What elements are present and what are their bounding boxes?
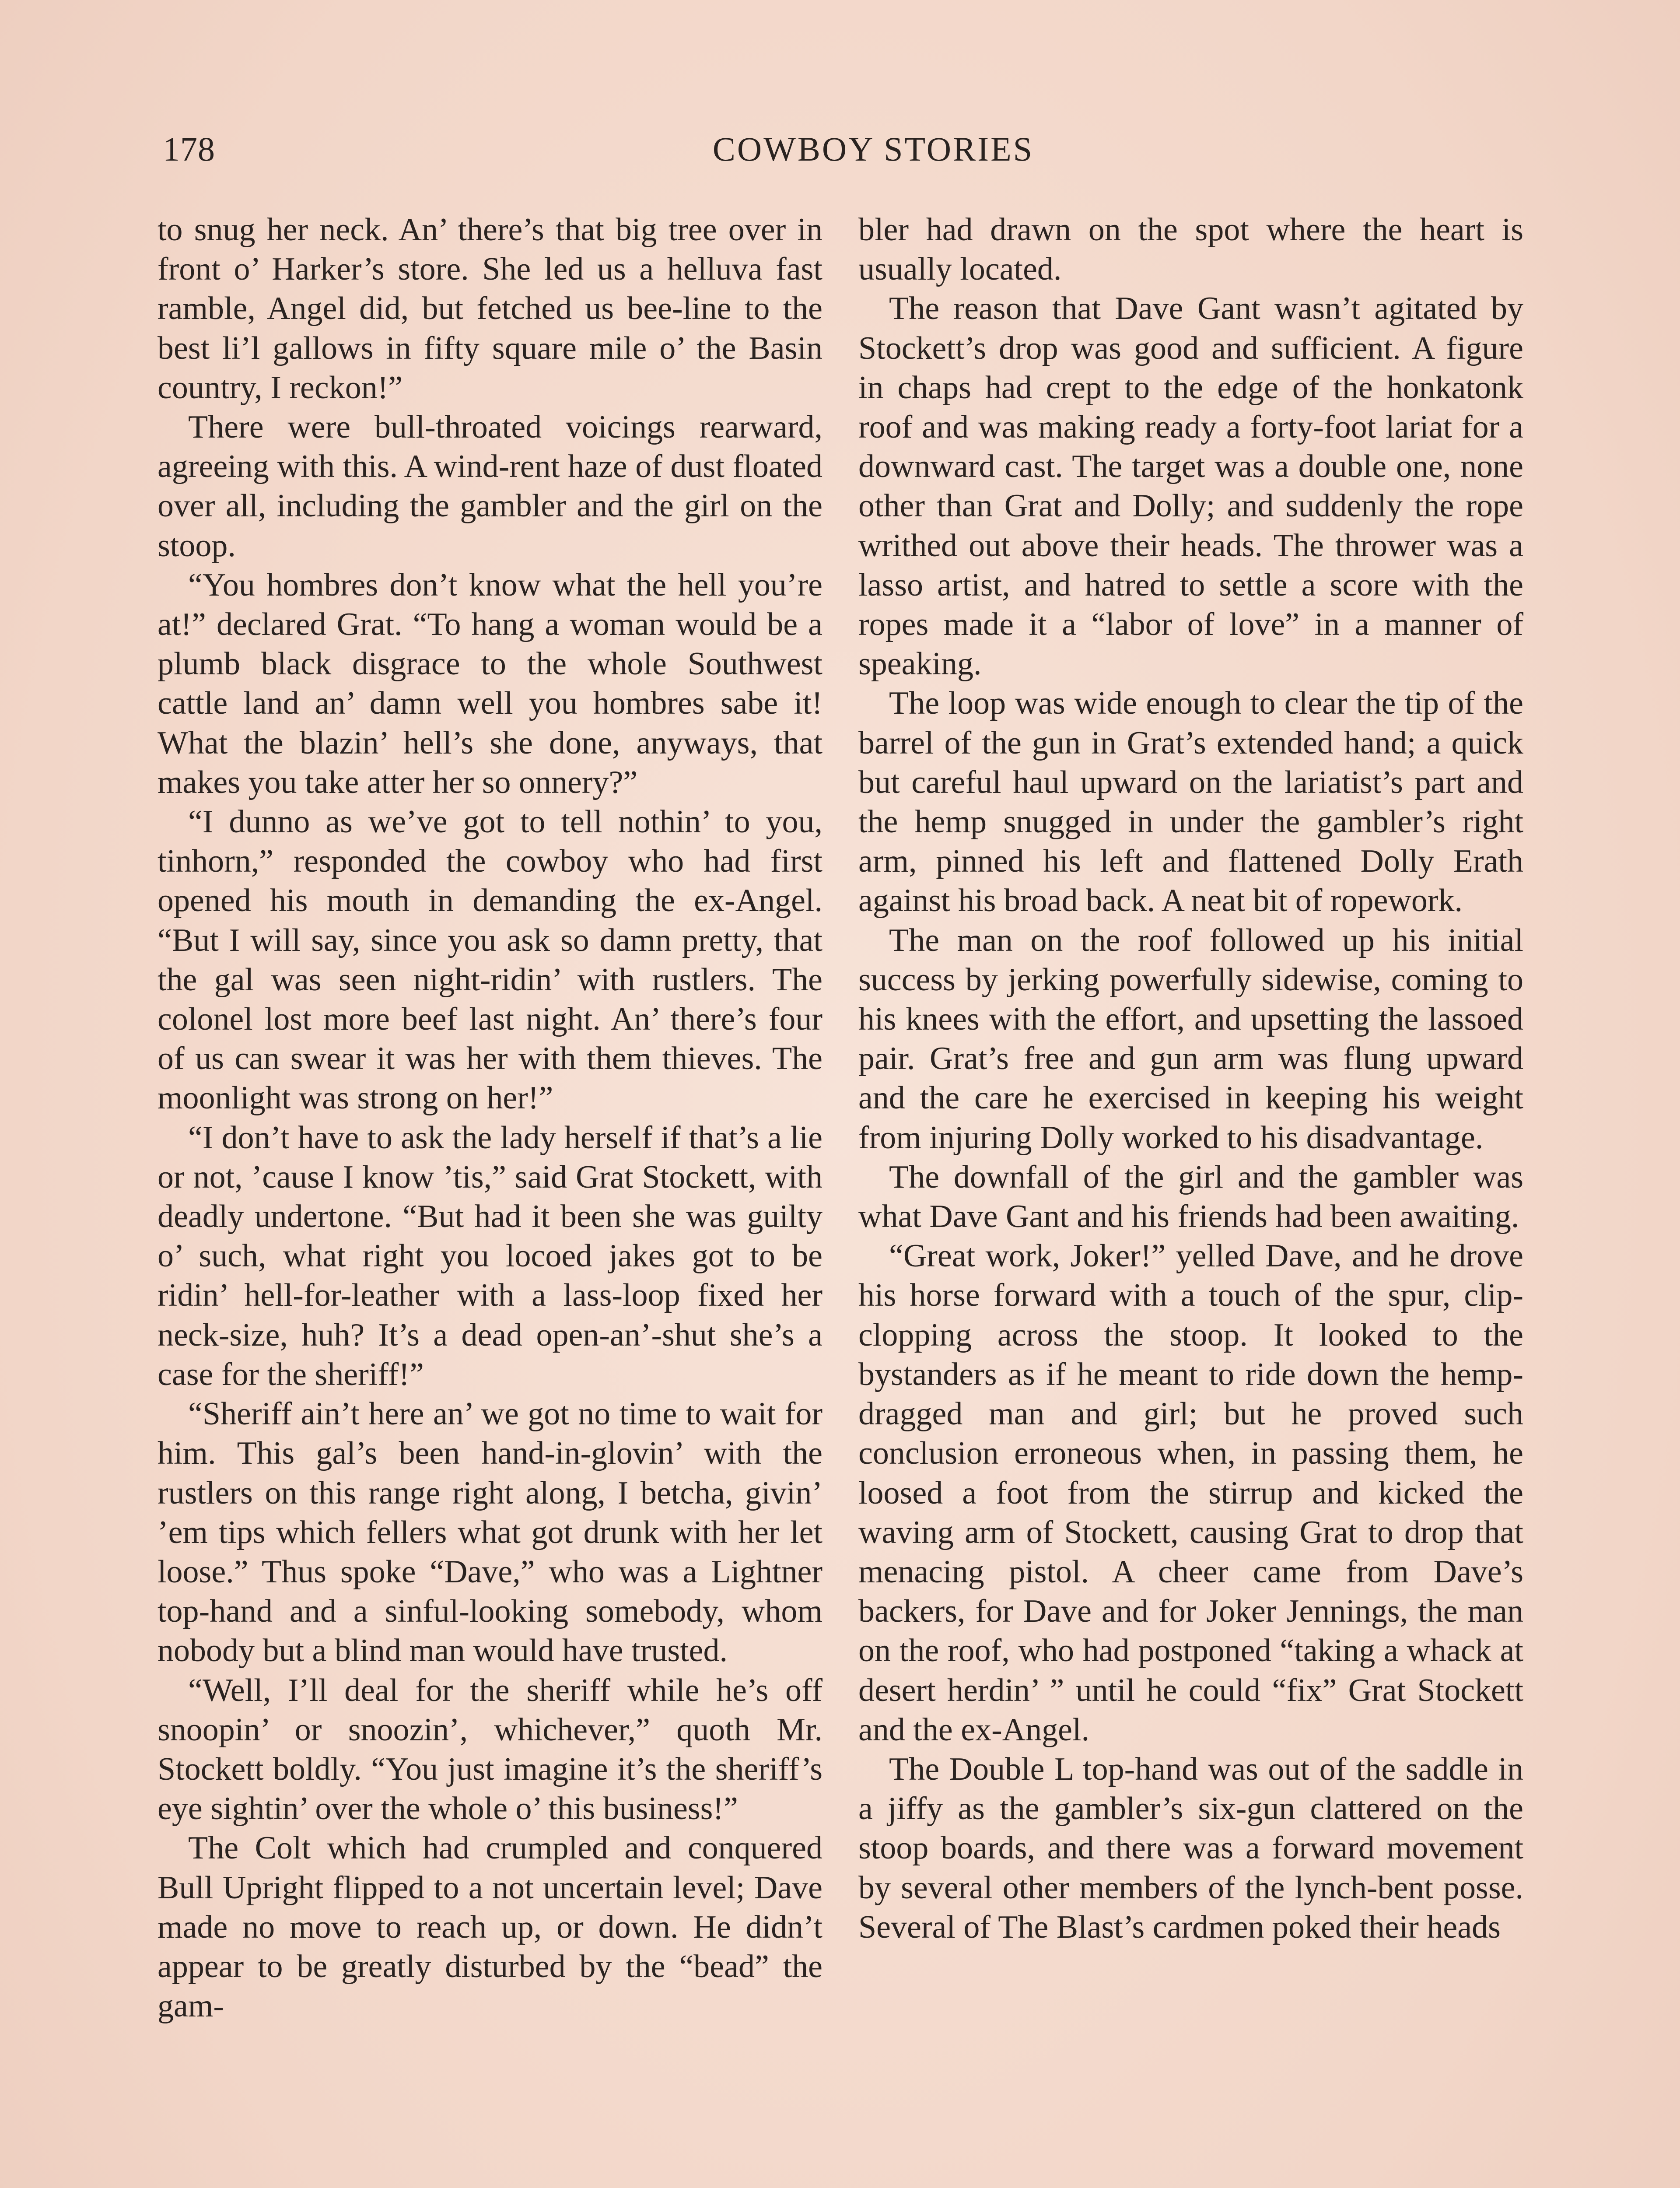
paragraph: “Well, I’ll deal for the sheriff while he’s off snoopin’ or snoozin’, whichever,” quoth Mr. Stockett boldly. “You just imagine it’s the sheriff’s eye sightin’ over the whole o’ this business!”: [158, 1672, 822, 1827]
paragraph: The loop was wide enough to clear the tip of the barrel of the gun in Grat’s extended hand; a quick but careful haul upward on the lariatist’s part and the hemp snugged in under the gambler’s right arm, pinned his left and flattened Dolly Erath against his broad back. A neat bit of ropework.: [858, 685, 1523, 919]
paragraph: “I don’t have to ask the lady herself if that’s a lie or not, ’cause I know ’tis,” said Grat Stockett, with deadly undertone. “But had it been she was guilty o’ such, what right you locoed jakes got to be ridin’ hell-for-leather with a lass-loop fixed her neck-size, huh? It’s a dead open-an’-shut she’s a case for the sheriff!”: [158, 1119, 822, 1392]
paragraph: The man on the roof followed up his initial success by jerking powerfully sidewise, coming to his knees with the effort, and upsetting the lassoed pair. Grat’s free and gun arm was flung upward and the care he exercised in keeping his weight from injuring Dolly worked to his disadvantage.: [858, 922, 1523, 1156]
paragraph: “Great work, Joker!” yelled Dave, and he drove his horse forward with a touch of the spur, clip-clopping across the stoop. It looked to the bystanders as if he meant to ride down the hemp-dragged man and girl; but he proved such conclusion erroneous when, in passing them, he loosed a foot from the stirrup and kicked the waving arm of Stockett, causing Grat to drop that menacing pistol. A cheer came from Dave’s backers, for Dave and for Joker Jennings, the man on the roof, who had postponed “taking a whack at desert herdin’ ” until he could “fix” Grat Stockett and the ex-Angel.: [858, 1238, 1523, 1748]
paragraph: The reason that Dave Gant wasn’t agitated by Stockett’s drop was good and sufficient. A figure in chaps had crept to the edge of the honkatonk roof and was making ready a forty-foot lariat for a downward cast. The target was a double one, none other than Grat and Dolly; and suddenly the rope writhed out above their heads. The thrower was a lasso artist, and hatred to settle a score with the ropes made it a “labor of love” in a manner of speaking.: [858, 291, 1523, 682]
right-column: [858, 210, 1523, 1947]
paragraph: The downfall of the girl and the gambler was what Dave Gant and his friends had been awaiting.: [858, 1159, 1523, 1235]
left-column: [158, 210, 822, 2026]
paragraph: The Colt which had crumpled and conquered Bull Upright flipped to a not uncertain level; Dave made no move to reach up, or down. He didn’t appear to be greatly disturbed by the “bead” the gam-: [158, 1830, 822, 2024]
paragraph: to snug her neck. An’ there’s that big tree over in front o’ Harker’s store. She led us a helluva fast ramble, Angel did, but fetched us bee-line to the best li’l gallows in fifty square mile o’ the Basin country, I reckon!”: [158, 212, 822, 406]
paragraph: “Sheriff ain’t here an’ we got no time to wait for him. This gal’s been hand-in-glovin’ with the rustlers on this range right along, I betcha, givin’ ’em tips which fellers what got drunk with her let loose.” Thus spoke “Dave,” who was a Lightner top-hand and a sinful-looking somebody, whom nobody but a blind man would have trusted.: [158, 1396, 822, 1669]
paragraph: There were bull-throated voicings rearward, agreeing with this. A wind-rent haze of dust floated over all, including the gambler and the girl on the stoop.: [158, 409, 822, 564]
page-number: 178: [163, 130, 215, 168]
paragraph: “You hombres don’t know what the hell you’re at!” declared Grat. “To hang a woman would be a plumb black disgrace to the whole Southwest cattle land an’ damn well you hombres sabe it! What the blazin’ hell’s she done, anyways, that makes you take atter her so onnery?”: [158, 567, 822, 800]
paragraph: bler had drawn on the spot where the heart is usually located.: [858, 212, 1523, 288]
paragraph: The Double L top-hand was out of the saddle in a jiffy as the gambler’s six-gun clattered on the stoop boards, and there was a forward movement by several other members of the lynch-bent posse. Several of The Blast’s cardmen poked their heads: [858, 1751, 1523, 1945]
paragraph: “I dunno as we’ve got to tell nothin’ to you, tinhorn,” responded the cowboy who had first opened his mouth in demanding the ex-Angel. “But I will say, since you ask so damn pretty, that the gal was seen night-ridin’ with rustlers. The colonel lost more beef last night. An’ there’s four of us can swear it was her with them thieves. The moonlight was strong on her!”: [158, 804, 822, 1116]
page-header: [163, 130, 1522, 178]
running-head: COWBOY STORIES: [712, 130, 1034, 168]
